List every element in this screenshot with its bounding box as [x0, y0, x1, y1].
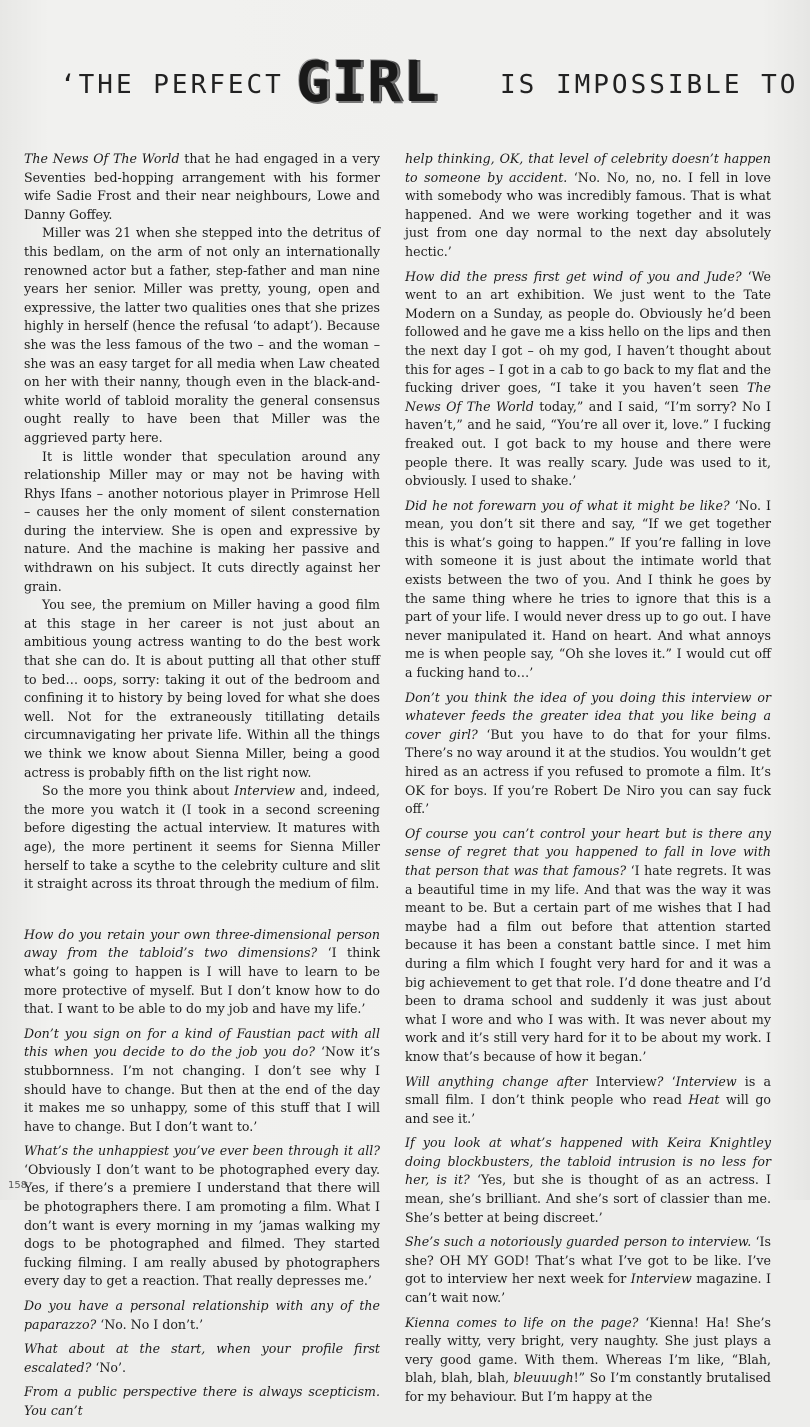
answer: is a small film. I don’t think people who read: [405, 1073, 771, 1108]
film-title: Interview: [595, 1073, 657, 1089]
question: If you look at what’s happened with Keira Knightley doing blockbusters, the tabloid intrusion is no less for her, is it?: [405, 1135, 771, 1188]
question: Don’t you sign on for a kind of Faustian pact with all this when you decide to do the job you do?: [24, 1025, 380, 1060]
answer: ‘No. I mean, you don’t sit there and say, “If we get together this is what’s going to happen.” If you’re falling in love with someone it is just about the intimate world that exists between the two of you. And I think he goes by the same thing where he tries to ignore that this is a part of your life. I would never dress up to go out. I have never manipulated it. Hand on heart. And what annoys me is when people say, “Oh she loves it.” I would cut off a fucking hand to…’: [405, 497, 771, 681]
qa-item: [405, 1233, 771, 1307]
question: She’s such a notoriously guarded person to interview.: [405, 1234, 752, 1250]
page-number: 158: [8, 1180, 28, 1191]
answer: today,” and I said, “I’m sorry? No I haven’t,” and he said, “You’re all over it, love.” I fucking freaked out. I got back to my house and there were people there. It was really scary. Jude was used to it, obviously. I used to shake.’: [405, 398, 771, 489]
publication-title: The News Of The World: [24, 151, 180, 166]
paragraph-text: and, indeed, the more you watch it (I took in a second screening before digesting the actual interview. It matures with age), the more pertinent it seems for Sienna Miller herself to take a scythe to the celebrity culture and slit it straight across its throat through the medium of film.: [24, 783, 380, 892]
left-column: [24, 150, 380, 1427]
headline-left-text: ‘THE PERFECT: [60, 70, 284, 100]
question: How do you retain your own three-dimensional person away from the tabloid’s two dimensions?: [24, 926, 380, 961]
qa-item: [405, 689, 771, 819]
qa-item: [405, 150, 771, 262]
qa-item: [24, 1025, 380, 1137]
paragraph: You see, the premium on Miller having a good film at this stage in her career is not just about an ambitious young actress wanting to do the best work that she can do. It is about putting all that other stuff to bed… oops, sorry: taking it out of the bedroom and confining it to history by being loved for what she does well. Not for the extraneously titillating details circumnavigating her private life. Within all the things we think we know about Sienna Miller, being a good actress is probably fifth on the list right now.: [24, 597, 380, 780]
magazine-title: Heat: [688, 1092, 720, 1108]
qa-item: [24, 1383, 380, 1420]
qa-item: [405, 1314, 771, 1407]
question: How did the press first get wind of you and Jude?: [405, 268, 742, 284]
question: Did he not forewarn you of what it might be like?: [405, 497, 730, 513]
answer: ‘No. No, no, no. I fell in love with somebody who was incredibly famous. That is what happened. And we were working together and it was just from one day normal to the next day absolutely hectic.’: [405, 169, 771, 259]
qa-item: [405, 825, 771, 1067]
paragraph: Miller was 21 when she stepped into the detritus of this bedlam, on the arm of not only an internationally renowned actor but a father, step-father and man nine years her senior. Miller was pretty, young, open and expressive, the latter two qualities ones that she prizes highly in herself (hence the refusal ‘to adapt’). Because she was the less famous of the two – and the woman – she was an easy target for all media when Law cheated on her with their nanny, though even in the black-and-white world of tabloid morality the general consensus ought really to have been that Miller was the aggrieved party here.: [24, 225, 380, 445]
qa-item: [24, 1142, 380, 1291]
answer: ‘But you have to do that for your films. There’s no way around it at the studios. You wouldn’t get hired as an actress if you refused to promote a film. It’s OK for boys. If you’re Robert De Niro you can say fuck off.’: [405, 726, 771, 817]
film-title: Interview: [675, 1073, 737, 1089]
question: help thinking, OK, that level of celebrity doesn’t happen to someone by accident.: [405, 151, 771, 185]
headline-girl-graphic: GIRL: [296, 50, 439, 115]
question: What’s the unhappiest you’ve ever been through it all?: [24, 1143, 380, 1159]
answer: magazine. I can’t wait now.’: [405, 1271, 772, 1306]
question: Don’t you think the idea of you doing this interview or whatever feeds the greater idea that you like being a cover girl?: [405, 689, 771, 742]
question: Do you have a personal relationship with any of the paparazzo?: [24, 1298, 380, 1332]
right-column: [405, 150, 771, 1413]
paragraph: [24, 782, 380, 894]
qa-item: [405, 1073, 771, 1129]
answer: ‘I hate regrets. It was a beautiful time in my life. And that was the way it was meant to be. But a certain part of me wishes that I had maybe had a film out before that attention started because it has been a constant battle since. I met him during a film which I fought very hard for and it was a big achievement to get that role. I’d done theatre and I’d been to drama school and suddenly it was just about what I wore and who I was with. It was never about my work and it’s still very hard for it to be about my work. I know that’s because of how it began.’: [405, 862, 771, 1064]
qa-item: [24, 926, 380, 1019]
paragraph-text: that he had engaged in a very Seventies bed-hopping arrangement with his former wife Sadie Frost and their near neighbours, Lowe and Danny Goffey.: [24, 151, 380, 222]
answer: ‘: [663, 1073, 676, 1089]
emphasis: bleuuugh: [513, 1370, 574, 1386]
pull-quote-headline: [60, 50, 810, 130]
question: What about at the start, when your profile first escalated?: [24, 1341, 380, 1375]
answer: ‘No’.: [91, 1359, 126, 1375]
answer: will go and see it.’: [405, 1092, 771, 1126]
answer: ‘Now it’s stubbornness. I’m not changing. I don’t see why I should have to change. But then at the end of the day it makes me so unhappy, some of this stuff that I will have to change. But I don’t want to.’: [24, 1044, 380, 1134]
qa-item: [405, 268, 771, 491]
qa-item: [24, 1340, 380, 1377]
question: From a public perspective there is always scepticism. You can’t: [24, 1384, 380, 1418]
question: Kienna comes to life on the page?: [405, 1314, 639, 1330]
qa-item: [405, 497, 771, 683]
answer: ‘Obviously I don’t want to be photographed every day. Yes, if there’s a premiere I understand that there will be photographers there. I am promoting a film. What I don’t want is every morning in my ’jamas walking my dogs to be photographed and filmed. They started fucking filming. I am really abused by photographers every day to get a reaction. That really depresses me.’: [24, 1161, 380, 1289]
paragraph: It is little wonder that speculation around any relationship Miller may or may not be having with Rhys Ifans – another notorious player in Primrose Hell – causes her the only moment of silent consternation during the interview. She is open and expressive by nature. And the machine is making her passive and withdrawn on his subject. It cuts directly against her grain.: [24, 448, 380, 594]
headline-right-text: IS IMPOSSIBLE TO: [500, 70, 799, 100]
magazine-title: Interview: [630, 1271, 692, 1287]
question: Of course you can’t control your heart but is there any sense of regret that you happened to fall in love with that person that was that famous?: [405, 825, 771, 878]
answer: ‘Is she? OH MY GOD! That’s what I’ve got to be like. I’ve got to interview her next week for: [405, 1234, 771, 1287]
answer: ‘Yes, but she is thought of as an actress. I mean, she’s brilliant. And she’s sort of classier than me. She’s better at being discreet.’: [405, 1172, 771, 1225]
question: Will anything change after: [405, 1073, 596, 1089]
paragraph: [24, 150, 380, 224]
answer: ‘No. No I don’t.’: [96, 1316, 204, 1332]
question: ?: [656, 1073, 664, 1089]
answer: ‘We went to an art exhibition. We just went to the Tate Modern on a Sunday, as people do. Obviously he’d been followed and he gave me a kiss hello on the lips and then the next day I got – oh my god, I haven’t thought about this for ages – I got in a cab to go back to my flat and the fucking driver goes, “I take it you haven’t seen: [405, 268, 771, 396]
paragraph-text: So the more you think about: [42, 783, 235, 799]
qa-item: [405, 1134, 771, 1227]
qa-item: [24, 1297, 380, 1334]
film-title: Interview: [234, 783, 296, 799]
publication-title: The News Of The World: [405, 380, 771, 414]
section-gap: [24, 894, 380, 926]
answer: !” So I’m constantly brutalised for my behaviour. But I’m happy at the: [405, 1370, 771, 1404]
answer: ‘I think what’s going to happen is I will have to learn to be more protective of myself. But I don’t know how to do that. I want to be able to do my job and have my life.’: [24, 945, 380, 1017]
answer: ‘Kienna! Ha! She’s really witty, very bright, very naughty. She just plays a very good game. With them. Whereas I’m like, “Blah, blah, blah, blah,: [405, 1314, 771, 1386]
